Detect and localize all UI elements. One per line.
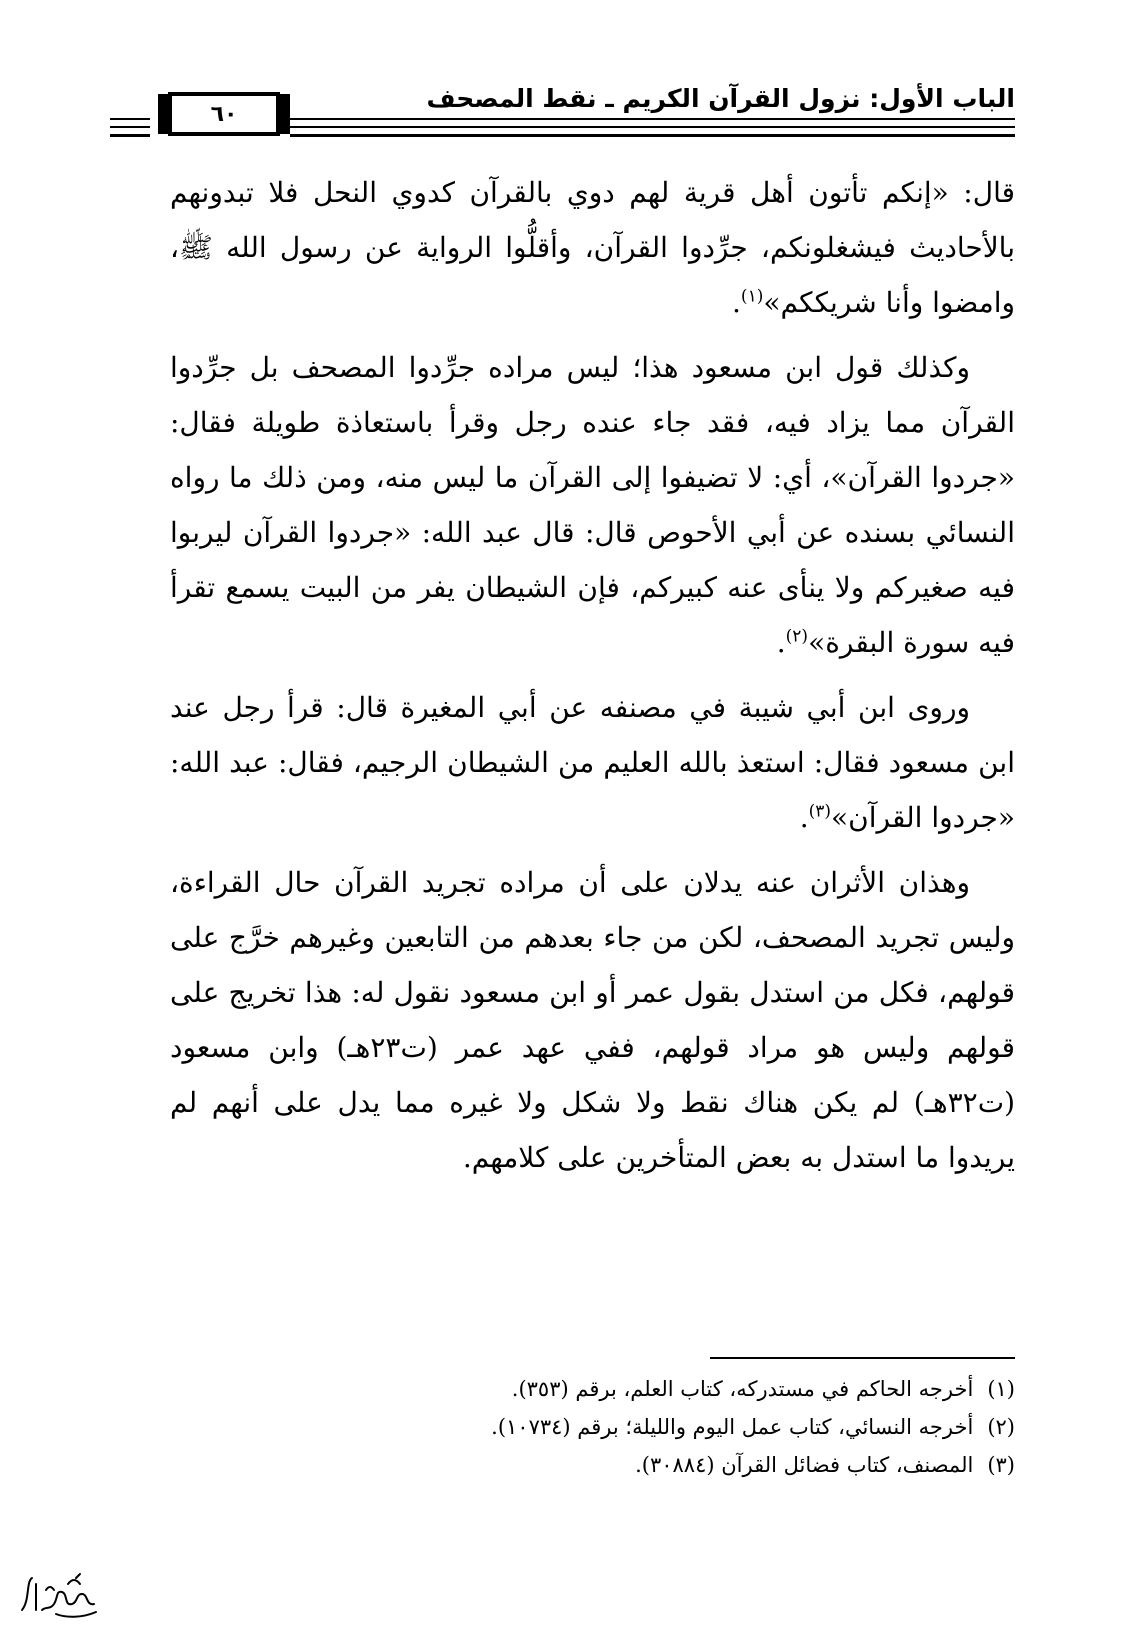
paragraph-end: . [732, 286, 741, 319]
header-rule [110, 126, 150, 128]
paragraph [170, 680, 1015, 845]
paragraph-text: قال: «إنكم تأتون أهل قرية لهم دوي بالقرآن كدوي النحل فلا تبدونهم بالأحاديث فيشغلونكم، جرِّدوا القرآن، وأقلُّوا الرواية عن رسول الله ﷺ، وامضوا وأنا شريككم» [170, 176, 1015, 319]
footnote-separator [710, 1357, 1015, 1359]
paragraph-end: . [776, 626, 786, 659]
footnote-ref[interactable]: (٢) [785, 626, 809, 647]
paragraph [170, 165, 1015, 330]
footnote-number: (١) [987, 1377, 1015, 1401]
footnote-text: المصنف، كتاب فضائل القرآن (٣٠٨٨٤). [635, 1453, 974, 1477]
calligraphy-logo-icon [16, 1570, 102, 1620]
main-text [170, 165, 1015, 1195]
footnote-number: (٣) [987, 1453, 1015, 1477]
footnote-text: أخرجه النسائي، كتاب عمل اليوم والليلة؛ برقم (١٠٧٣٤). [491, 1415, 974, 1439]
header-rule [110, 134, 150, 137]
page-number-frame [168, 92, 280, 136]
header-rule [290, 118, 1015, 120]
header-rule [290, 126, 1015, 128]
footnote [170, 1370, 1015, 1408]
footnote-ref[interactable]: (١) [740, 286, 764, 307]
footnote-ref[interactable]: (٣) [808, 801, 832, 822]
running-header-title: الباب الأول: نزول القرآن الكريم ـ نقط المصحف [426, 84, 1015, 113]
footnote-number: (٢) [987, 1415, 1015, 1439]
footnote [170, 1446, 1015, 1484]
footnote [170, 1408, 1015, 1446]
paragraph-end: . [799, 801, 809, 834]
paragraph [170, 340, 1015, 670]
footnotes [170, 1370, 1015, 1484]
footnote-text: أخرجه الحاكم في مستدركه، كتاب العلم، برقم (٣٥٣). [511, 1377, 974, 1401]
paragraph [170, 855, 1015, 1185]
header-rule [290, 134, 1015, 137]
page-number: ٦٠ [210, 101, 238, 127]
header-rule [110, 118, 150, 120]
paragraph-text: وروى ابن أبي شيبة في مصنفه عن أبي المغيرة قال: قرأ رجل عند ابن مسعود فقال: استعذ بالله العليم من الشيطان الرجيم، فقال: عبد الله: «جردوا القرآن» [170, 691, 1015, 834]
paragraph-text: وهذان الأثران عنه يدلان على أن مراده تجريد القرآن حال القراءة، وليس تجريد المصحف، لكن من جاء بعدهم من التابعين وغيرهم خرَّج على قولهم، فكل من استدل بقول عمر أو ابن مسعود نقول له: هذا تخريج على قولهم وليس هو مراد قولهم، ففي عهد عمر (ت٢٣هـ) وابن مسعود (ت٣٢هـ) لم يكن هناك نقط ولا شكل ولا غيره مما يدل على أنهم لم يريدوا ما استدل به بعض المتأخرين على كلامهم. [170, 866, 1015, 1174]
paragraph-text: وكذلك قول ابن مسعود هذا؛ ليس مراده جرِّدوا المصحف بل جرِّدوا القرآن مما يزاد فيه، فقد جاء عنده رجل وقرأ باستعاذة طويلة فقال: «جردوا القرآن»، أي: لا تضيفوا إلى القرآن ما ليس منه، ومن ذلك ما رواه النسائي بسنده عن أبي الأحوص قال: قال عبد الله: «جردوا القرآن ليربوا فيه صغيركم ولا ينأى عنه كبيركم، فإن الشيطان يفر من البيت يسمع تقرأ فيه سورة البقرة» [170, 351, 1015, 659]
